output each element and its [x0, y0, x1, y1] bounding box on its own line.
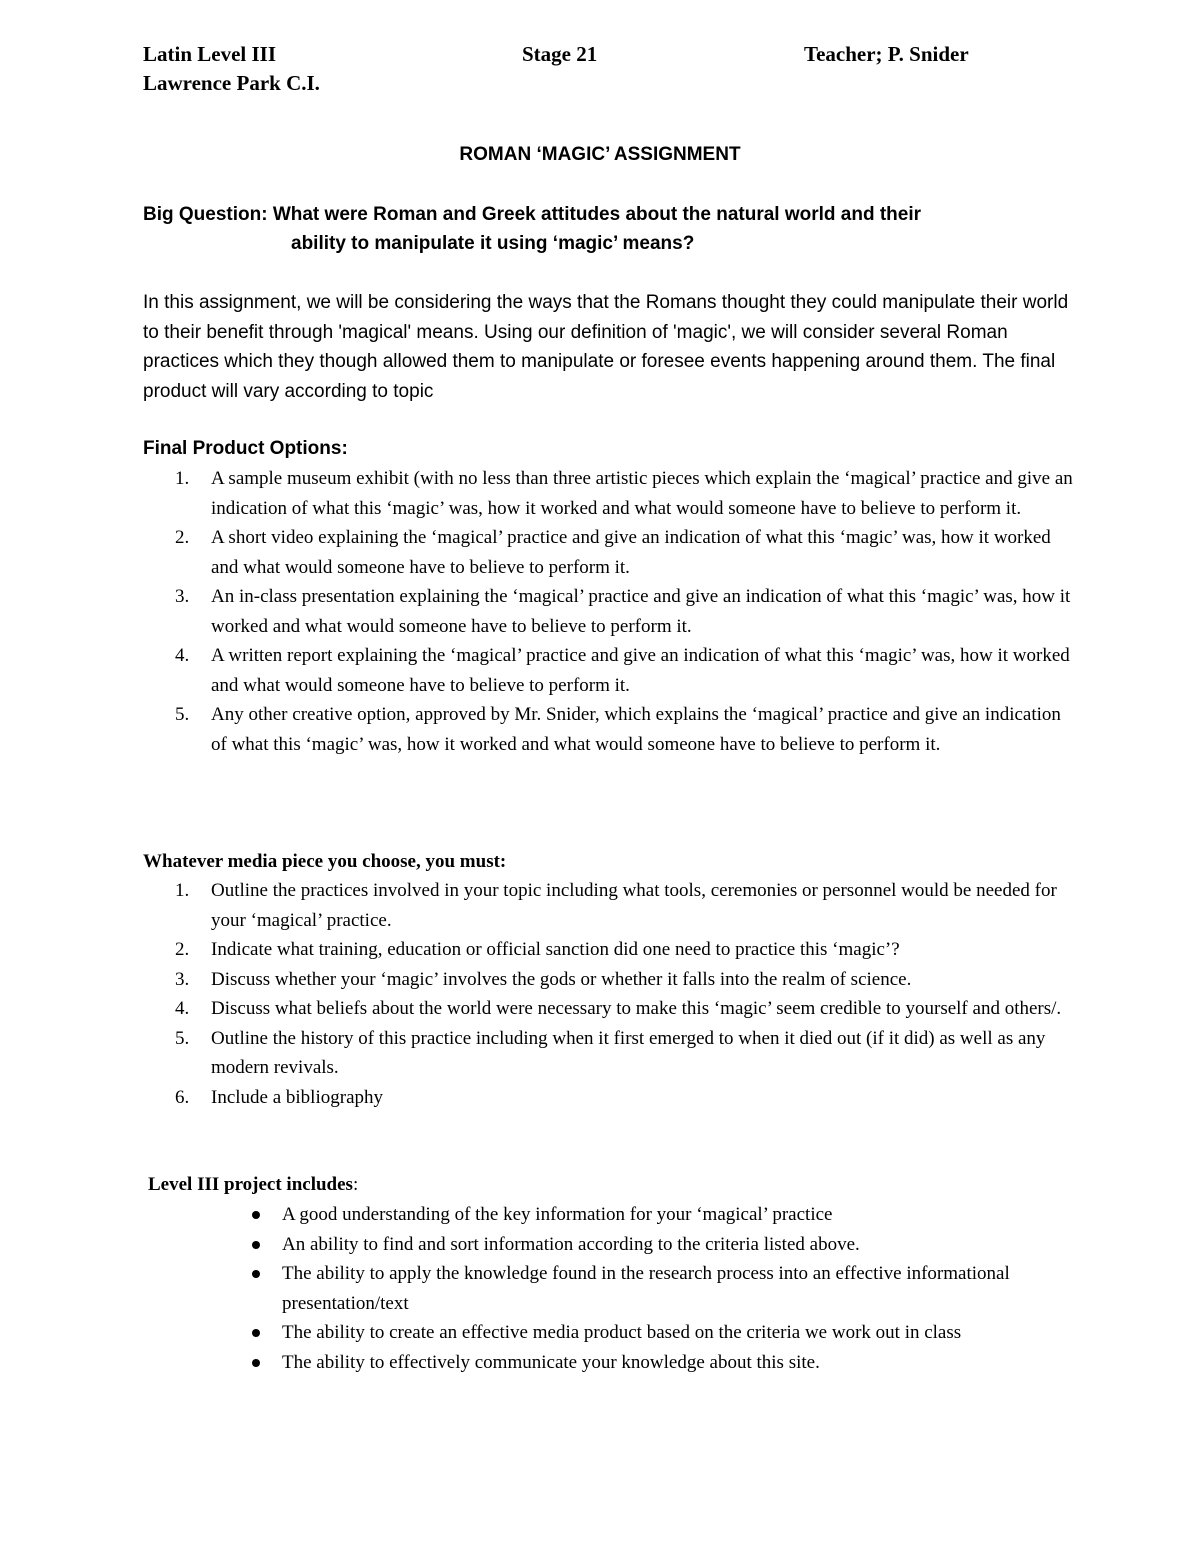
list-number: 5.: [175, 1027, 190, 1049]
list-number: 3.: [175, 968, 190, 990]
level-three-heading: [148, 1172, 358, 1198]
bullet-icon: [252, 1241, 260, 1249]
list-number: 1.: [175, 880, 190, 901]
list-item: [143, 935, 1073, 965]
list-item: [246, 1348, 1076, 1378]
list-number: 5.: [175, 704, 190, 725]
list-item: [143, 1024, 1073, 1083]
list-item-text: An ability to find and sort information according to the criteria listed above.: [282, 1233, 860, 1255]
stage-label: Stage 21: [522, 42, 598, 66]
list-item-text: A short video explaining the ‘magical’ practice and give an indication of what this ‘magic’ was, how it worked and what would someone have to believe to perform it.: [211, 527, 1051, 578]
list-item-text: Discuss what beliefs about the world were necessary to make this ‘magic’ seem credible to yourself and others/.: [211, 998, 1062, 1019]
list-item: [143, 582, 1073, 641]
list-item: [246, 1200, 1076, 1230]
list-item: [143, 965, 1073, 995]
list-item-text: An in-class presentation explaining the ‘magical’ practice and give an indication of what this ‘magic’ was, how it worked and what would someone have to believe to perform it.: [211, 586, 1071, 637]
intro-paragraph: In this assignment, we will be considering the ways that the Romans thought they could manipulate their world to their benefit through 'magical' means. Using our definition of 'magic', we will consider several Roman practices which they though allowed them to manipulate or foresee events happening around them. The final product will vary according to topic: [143, 292, 1069, 402]
requirements-heading: Whatever media piece you choose, you must:: [143, 851, 507, 872]
list-item-text: Indicate what training, education or official sanction did one need to practice this ‘magic’?: [211, 939, 900, 960]
level-three-list: [246, 1200, 1076, 1377]
level-three-heading-colon: :: [352, 1174, 359, 1195]
list-item-text: Outline the history of this practice including when it first emerged to when it died out (if it did) as well as any modern revivals.: [211, 1027, 1046, 1078]
requirements-list: [143, 876, 1073, 1112]
big-question-line-2: ability to manipulate it using ‘magic’ means?: [291, 233, 695, 254]
list-item: [246, 1259, 1076, 1318]
list-item-text: A sample museum exhibit (with no less than three artistic pieces which explain the ‘magical’ practice and give an indication of what this ‘magic’ was, how it worked and what would someone have to believe to perform it.: [211, 468, 1073, 519]
list-item: [246, 1230, 1076, 1260]
bullet-icon: [252, 1211, 260, 1219]
bullet-icon: [252, 1359, 260, 1367]
list-item: [143, 994, 1073, 1024]
list-number: 2.: [175, 527, 190, 548]
school-label: Lawrence Park C.I.: [143, 71, 320, 95]
list-item-text: A good understanding of the key information for your ‘magical’ practice: [282, 1204, 833, 1225]
course-label: Latin Level III: [143, 42, 277, 66]
assignment-title: ROMAN ‘MAGIC’ ASSIGNMENT: [459, 144, 741, 165]
list-item-text: A written report explaining the ‘magical’ practice and give an indication of what this ‘magic’ was, how it worked and what would someone have to believe to perform it.: [211, 645, 1070, 696]
list-item: [143, 700, 1073, 759]
list-item-text: The ability to create an effective media product based on the criteria we work out in class: [282, 1322, 962, 1343]
teacher-label: Teacher; P. Snider: [804, 42, 969, 66]
list-item: [246, 1318, 1076, 1348]
bullet-icon: [252, 1270, 260, 1278]
list-number: 6.: [175, 1086, 190, 1108]
level-three-heading-text: Level III project includes: [148, 1174, 353, 1195]
list-item: [143, 464, 1073, 523]
list-item-text: Outline the practices involved in your topic including what tools, ceremonies or personnel would be needed for your ‘magical’ practice.: [211, 880, 1057, 931]
list-item-text: Discuss whether your ‘magic’ involves the gods or whether it falls into the realm of science.: [211, 968, 912, 990]
list-number: 1.: [175, 468, 190, 489]
list-item: [143, 876, 1073, 935]
list-item: [143, 1083, 1073, 1113]
list-item: [143, 523, 1073, 582]
final-product-list: [143, 464, 1073, 759]
big-question-line-1: Big Question: What were Roman and Greek attitudes about the natural world and their: [143, 204, 922, 225]
list-item-text: The ability to effectively communicate your knowledge about this site.: [282, 1351, 820, 1373]
bullet-icon: [252, 1329, 260, 1337]
list-item: [143, 641, 1073, 700]
list-item-text: The ability to apply the knowledge found in the research process into an effective informational presentation/text: [282, 1263, 1010, 1314]
final-product-heading: Final Product Options:: [143, 438, 348, 459]
list-number: 4.: [175, 998, 190, 1019]
list-number: 4.: [175, 645, 190, 666]
list-number: 2.: [175, 939, 190, 960]
list-number: 3.: [175, 586, 190, 607]
list-item-text: Any other creative option, approved by Mr. Snider, which explains the ‘magical’ practice and give an indication of what this ‘magic’ was, how it worked and what would someone have to believe to perform it.: [211, 704, 1061, 755]
list-item-text: Include a bibliography: [211, 1086, 384, 1108]
big-question: [143, 200, 1103, 258]
